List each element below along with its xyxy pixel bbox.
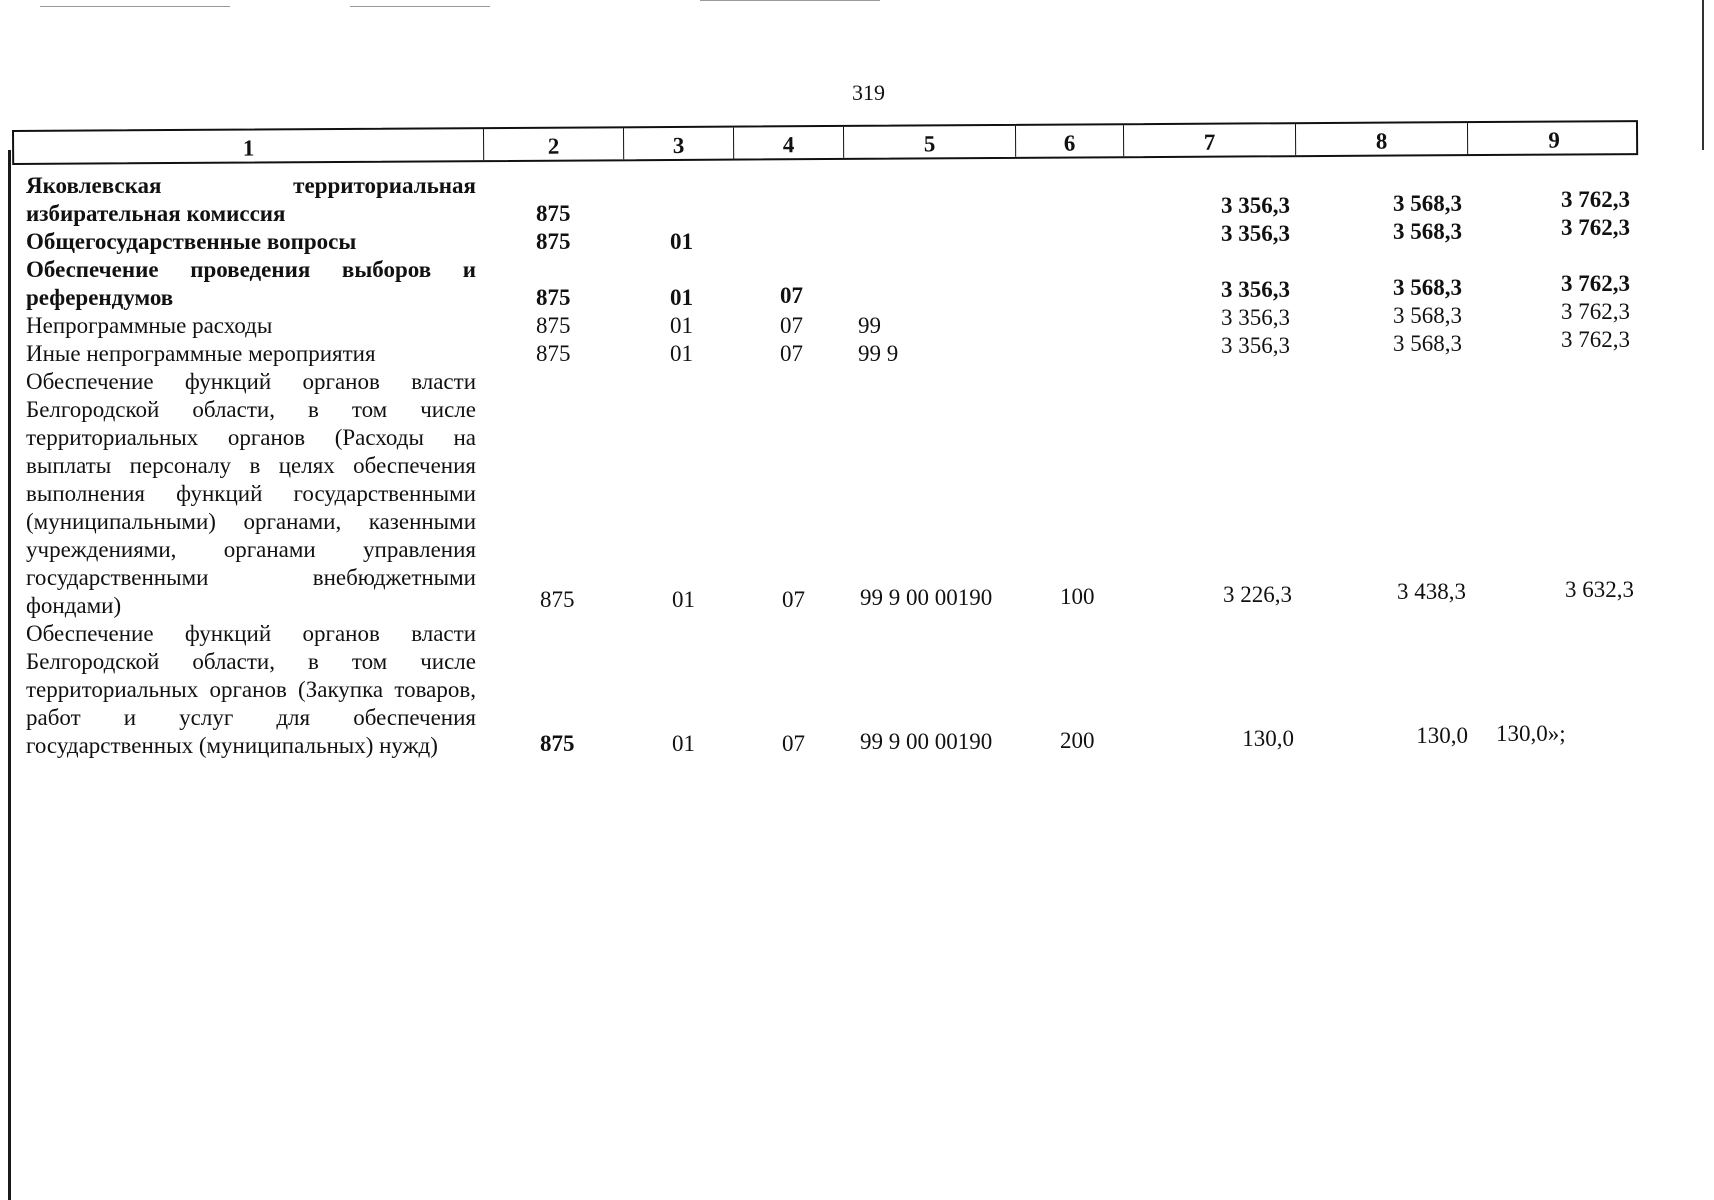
cell-col2: 875 bbox=[536, 285, 571, 310]
cell-col7: 3 356,3 bbox=[1221, 277, 1290, 302]
cell-col3: 01 bbox=[672, 587, 695, 612]
cell-col9: 3 762,3 bbox=[1561, 215, 1630, 240]
row-name: Общегосударственные вопросы bbox=[26, 229, 357, 254]
cell-col2: 875 bbox=[536, 313, 571, 338]
row-name: Обеспечение проведения выборов и референдумов bbox=[26, 257, 476, 310]
cell-col2: 875 bbox=[536, 201, 571, 226]
cell-col8: 130,0 bbox=[1416, 723, 1468, 748]
column-header-8: 8 bbox=[1296, 123, 1468, 155]
page-left-border bbox=[8, 150, 11, 1200]
column-header-7: 7 bbox=[1124, 124, 1296, 156]
cell-col6: 100 bbox=[1060, 584, 1095, 609]
cell-col4: 07 bbox=[780, 313, 803, 338]
cell-col4: 07 bbox=[780, 283, 803, 308]
scan-artifact-line bbox=[700, 0, 880, 1]
row-name: Обеспечение функций органов власти Белгородской области, в том числе территориальных органов (Расходы на выплаты персоналу в целях обеспечения выполнения функций государственными (муниципальными) органами, казенными учреждениями, органами управления государственными внебюджетными фондами) bbox=[26, 369, 476, 618]
cell-col3: 01 bbox=[670, 313, 693, 338]
column-header-9: 9 bbox=[1548, 127, 1560, 153]
scan-artifact-line bbox=[350, 6, 490, 7]
cell-col7: 3 356,3 bbox=[1221, 221, 1290, 246]
column-header-4: 4 bbox=[734, 127, 844, 159]
page-number: 319 bbox=[852, 80, 885, 105]
cell-col5: 99 9 00 00190 bbox=[860, 585, 993, 610]
cell-col6: 200 bbox=[1060, 728, 1095, 753]
cell-col8: 3 438,3 bbox=[1397, 579, 1466, 604]
column-header-6: 6 bbox=[1016, 125, 1124, 157]
row-name: Яковлевская территориальная избирательная комиссия bbox=[26, 173, 476, 226]
cell-col9: 3 762,3 bbox=[1561, 327, 1630, 352]
cell-col8: 3 568,3 bbox=[1393, 303, 1462, 328]
cell-col3: 01 bbox=[670, 341, 693, 366]
scan-artifact-line bbox=[40, 6, 230, 7]
column-header-5: 5 bbox=[844, 126, 1016, 158]
cell-col3: 01 bbox=[672, 731, 695, 756]
column-header-3: 3 bbox=[624, 128, 734, 160]
cell-col9: 3 762,3 bbox=[1561, 271, 1630, 296]
cell-col5: 99 9 00 00190 bbox=[860, 729, 993, 754]
cell-col4: 07 bbox=[780, 341, 803, 366]
cell-col7: 3 356,3 bbox=[1221, 305, 1290, 330]
cell-col9: 3 632,3 bbox=[1565, 577, 1634, 602]
table-header-row bbox=[12, 120, 1638, 165]
cell-col9: 130,0»; bbox=[1496, 721, 1566, 746]
row-name: Обеспечение функций органов власти Белгородской области, в том числе территориальных органов (Закупка товаров, работ и услуг для обеспечения государственных (муниципальных) нужд) bbox=[26, 621, 476, 758]
cell-col2: 875 bbox=[536, 341, 571, 366]
cell-col4: 07 bbox=[782, 587, 805, 612]
cell-col7: 3 226,3 bbox=[1223, 582, 1292, 607]
row-name: Непрограммные расходы bbox=[26, 313, 273, 338]
cell-col8: 3 568,3 bbox=[1393, 191, 1462, 216]
cell-col8: 3 568,3 bbox=[1393, 219, 1462, 244]
cell-col9: 3 762,3 bbox=[1561, 299, 1630, 324]
cell-col7: 130,0 bbox=[1242, 726, 1294, 751]
column-header-2: 2 bbox=[484, 128, 624, 160]
cell-col2: 875 bbox=[536, 229, 571, 254]
cell-col7: 3 356,3 bbox=[1221, 333, 1290, 358]
cell-col2: 875 bbox=[540, 587, 575, 612]
page-right-border bbox=[1702, 0, 1704, 150]
cell-col7: 3 356,3 bbox=[1221, 193, 1290, 218]
cell-col3: 01 bbox=[670, 229, 693, 254]
cell-col5: 99 bbox=[858, 313, 881, 338]
column-header-1: 1 bbox=[14, 129, 484, 163]
cell-col8: 3 568,3 bbox=[1393, 275, 1462, 300]
cell-col2: 875 bbox=[540, 731, 575, 756]
cell-col9: 3 762,3 bbox=[1561, 187, 1630, 212]
cell-col8: 3 568,3 bbox=[1393, 331, 1462, 356]
cell-col5: 99 9 bbox=[858, 341, 899, 366]
row-name: Иные непрограммные мероприятия bbox=[26, 341, 376, 366]
cell-col3: 01 bbox=[670, 285, 693, 310]
cell-col4: 07 bbox=[782, 731, 805, 756]
